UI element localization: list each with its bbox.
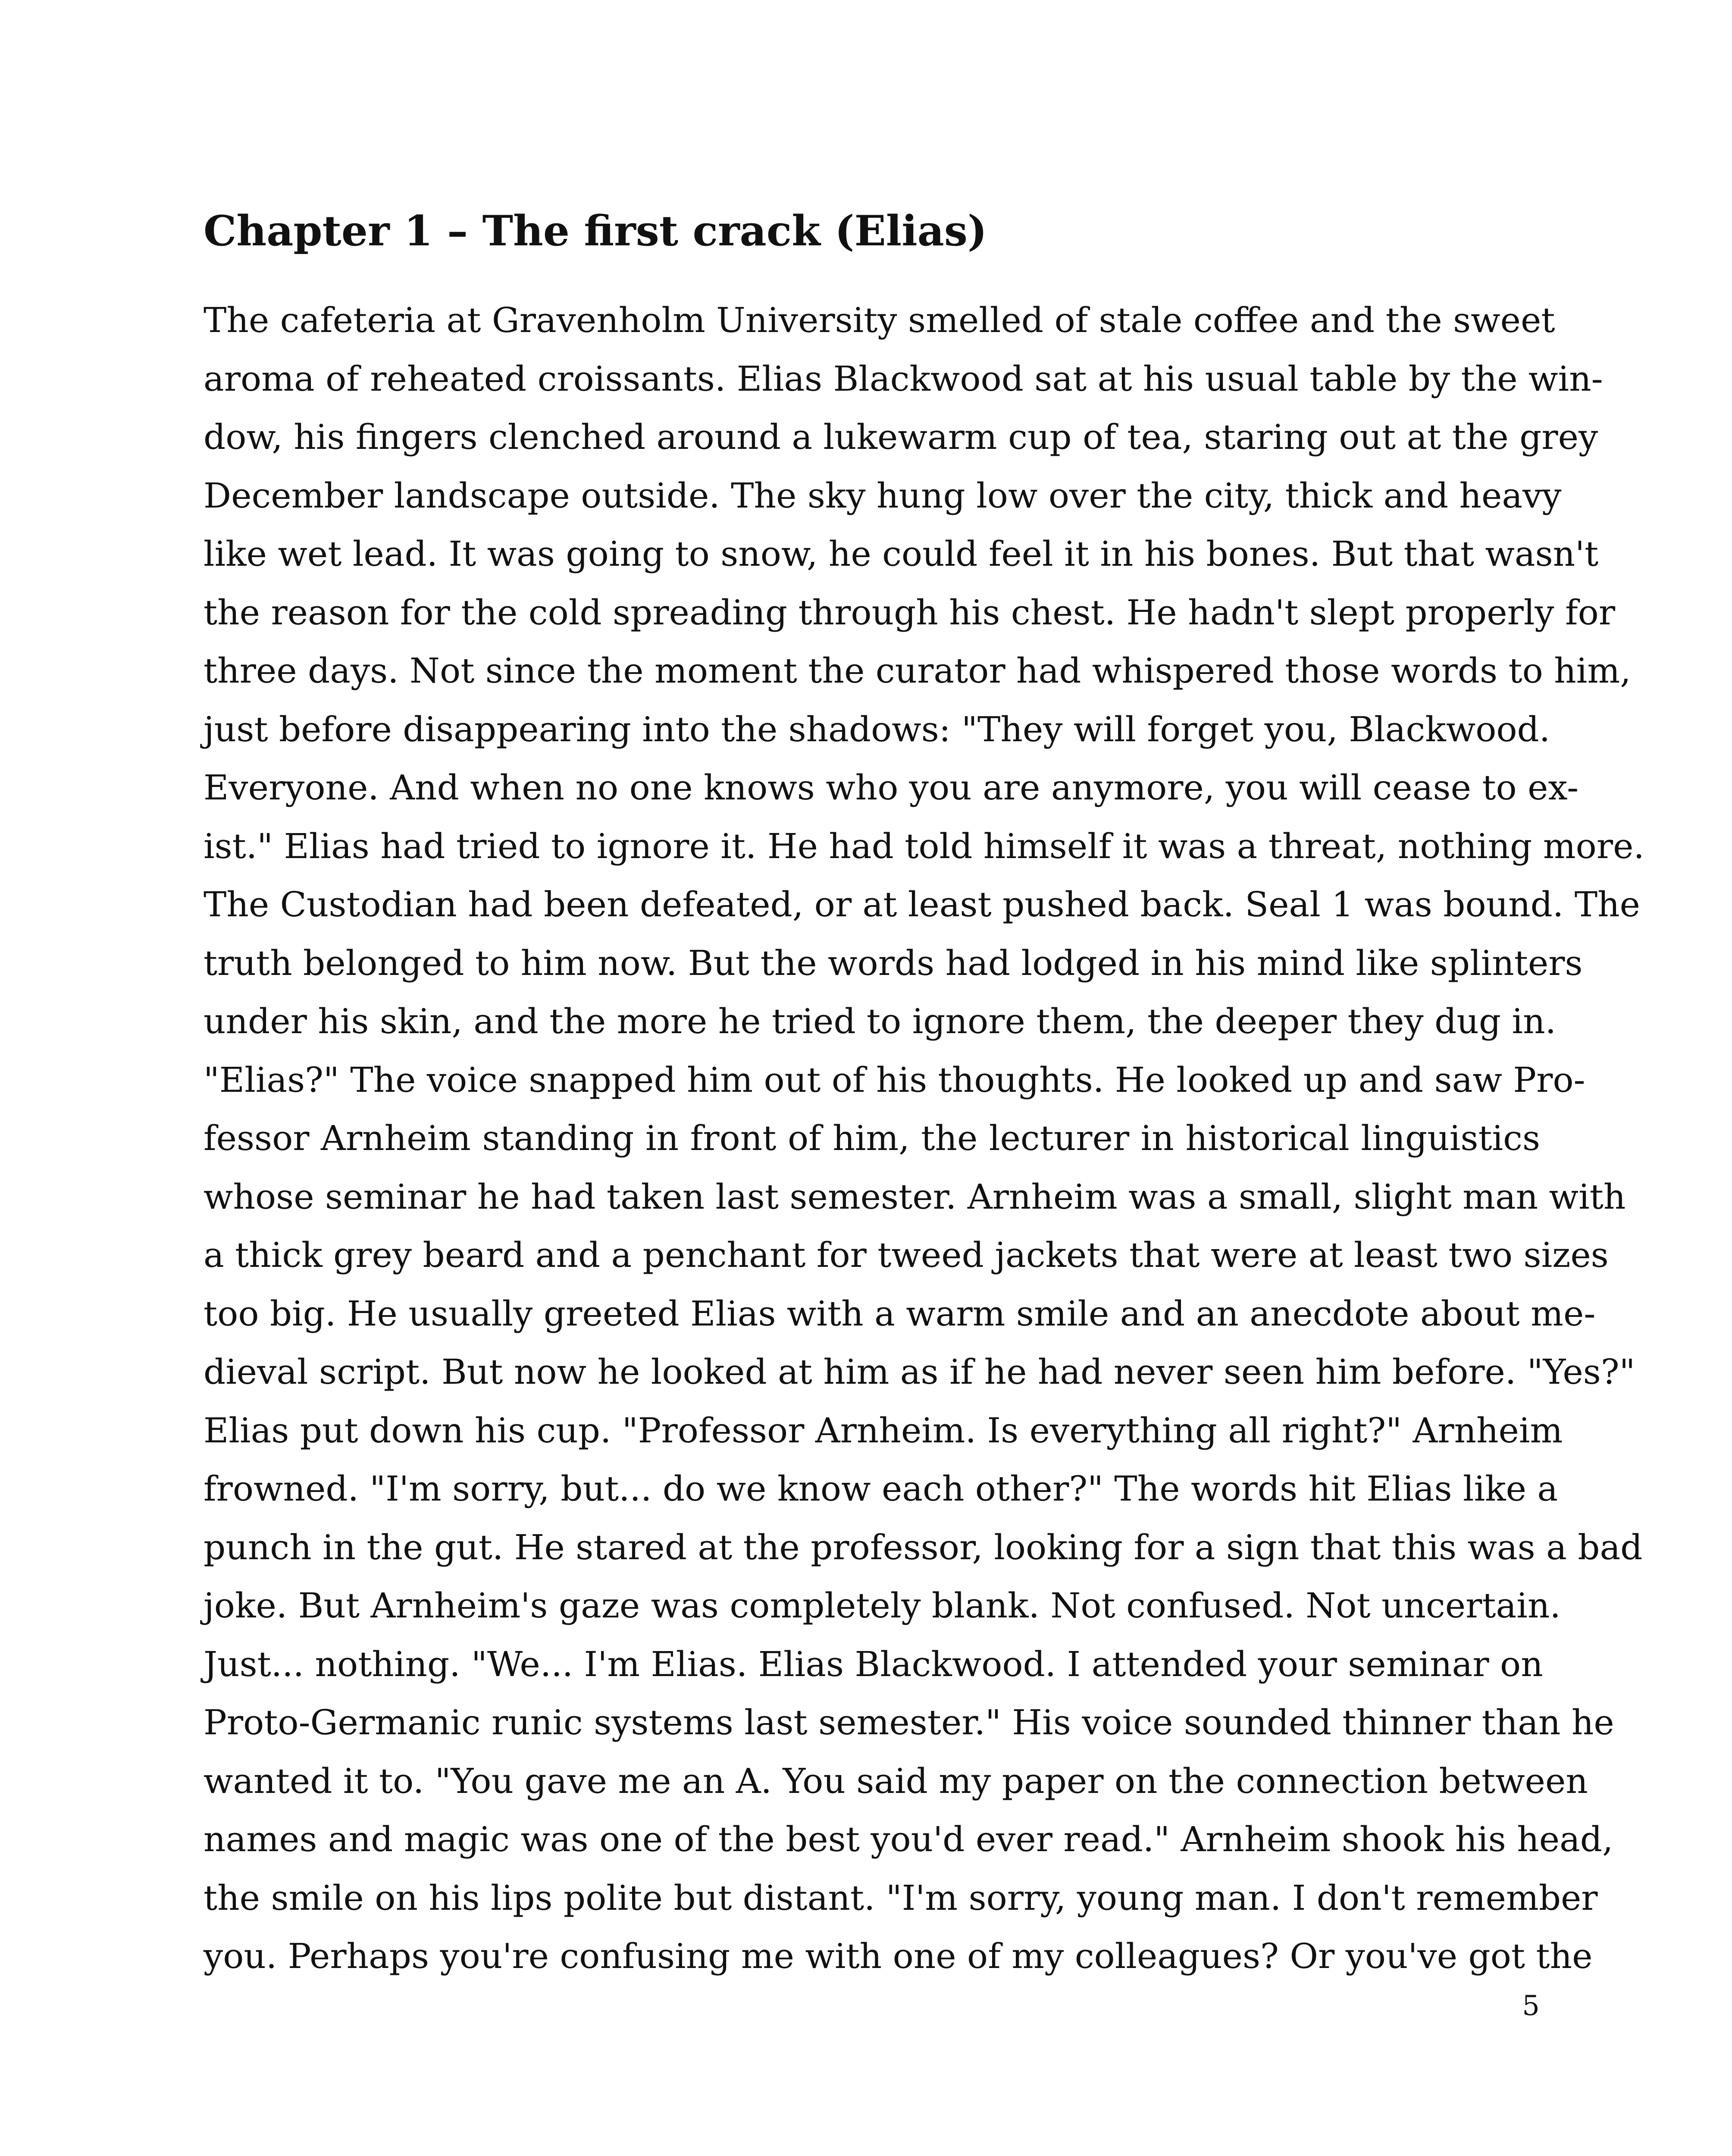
body-line: under his skin, and the more he tried to ignore them, the deeper they dug in. — [204, 1001, 1557, 1041]
body-line: joke. But Arnheim's gaze was completely blank. Not confused. Not uncertain. — [204, 1586, 1561, 1626]
body-line: The Custodian had been defeated, or at least pushed back. Seal 1 was bound. The — [204, 884, 1640, 924]
body-line: too big. He usually greeted Elias with a warm smile and an anecdote about me- — [204, 1293, 1596, 1334]
body-line: The cafeteria at Gravenholm University smelled of stale coffee and the sweet — [204, 300, 1555, 340]
body-line: frowned. "I'm sorry, but... do we know each other?" The words hit Elias like a — [204, 1469, 1558, 1509]
body-line: like wet lead. It was going to snow, he could feel it in his bones. But that wasn't — [204, 534, 1599, 574]
page-number: 5 — [1522, 1990, 1540, 2022]
body-line: Elias put down his cup. "Professor Arnheim. Is everything all right?" Arnheim — [204, 1410, 1563, 1451]
body-line: ist." Elias had tried to ignore it. He had told himself it was a threat, nothing more. — [204, 826, 1644, 866]
body-line: dow, his fingers clenched around a lukewarm cup of tea, staring out at the grey — [204, 417, 1598, 457]
body-line: three days. Not since the moment the curator had whispered those words to him, — [204, 651, 1631, 691]
body-line: aroma of reheated croissants. Elias Blackwood sat at his usual table by the win- — [204, 358, 1603, 399]
body-line: Proto-Germanic runic systems last semester." His voice sounded thinner than he — [204, 1702, 1614, 1742]
body-line: Just... nothing. "We... I'm Elias. Elias Blackwood. I attended your seminar on — [204, 1644, 1543, 1684]
body-line: whose seminar he had taken last semester. Arnheim was a small, slight man with — [204, 1176, 1626, 1217]
body-line: wanted it to. "You gave me an A. You said my paper on the connection between — [204, 1761, 1588, 1801]
body-line: the reason for the cold spreading through his chest. He hadn't slept properly for — [204, 592, 1616, 633]
chapter-title: Chapter 1 – The first crack (Elias) — [204, 207, 987, 255]
body-line: names and magic was one of the best you'd ever read." Arnheim shook his head, — [204, 1819, 1613, 1859]
body-line: fessor Arnheim standing in front of him, the lecturer in historical linguistics — [204, 1118, 1540, 1158]
body-line: "Elias?" The voice snapped him out of his thoughts. He looked up and saw Pro- — [204, 1059, 1585, 1100]
body-line: punch in the gut. He stared at the professor, looking for a sign that this was a bad — [204, 1527, 1643, 1567]
body-line: dieval script. But now he looked at him as if he had never seen him before. "Yes?" — [204, 1352, 1635, 1392]
body-line: December landscape outside. The sky hung low over the city, thick and heavy — [204, 475, 1562, 516]
body-text — [204, 291, 1644, 1986]
body-line: the smile on his lips polite but distant. "I'm sorry, young man. I don't remember — [204, 1877, 1598, 1918]
body-line: you. Perhaps you're confusing me with one of my colleagues? Or you've got the — [204, 1936, 1593, 1976]
body-line: just before disappearing into the shadows: "They will forget you, Blackwood. — [204, 709, 1550, 749]
body-line: truth belonged to him now. But the words had lodged in his mind like splinters — [204, 943, 1583, 983]
body-line: Everyone. And when no one knows who you are anymore, you will cease to ex- — [204, 768, 1579, 808]
body-line: a thick grey beard and a penchant for tweed jackets that were at least two sizes — [204, 1235, 1609, 1275]
